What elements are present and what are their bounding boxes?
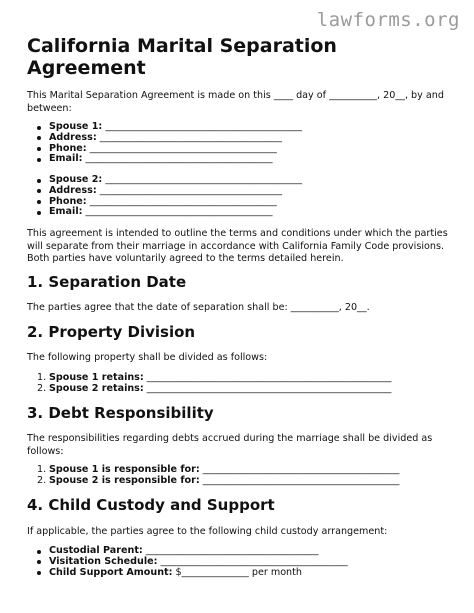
child-custody-list (27, 546, 348, 578)
property-division-heading: 2. Property Division (27, 323, 196, 341)
spouse2-name-field[interactable]: Spouse 2: _________________________________________ (49, 174, 303, 185)
property-division-list (27, 372, 391, 394)
spouse2-debt-field[interactable]: 2. Spouse 2 is responsible for: _________________________________________ (37, 475, 400, 487)
intro-paragraph: This Marital Separation Agreement is made on this ____ day of __________, 20__, by and between: (27, 90, 444, 114)
purpose-paragraph: This agreement is intended to outline the terms and conditions under which the parties will separate from their marriage in accordance with California Family Code provisions. Both parties have voluntarily agreed to the terms detailed herein. (27, 228, 448, 264)
visitation-schedule-field[interactable]: Visitation Schedule: _______________________________________ (49, 555, 348, 567)
spouse1-address-field[interactable]: Address: ______________________________________ (49, 133, 302, 144)
separation-date-heading: 1. Separation Date (27, 273, 187, 291)
child-custody-text: If applicable, the parties agree to the following child custody arrangement: (27, 526, 388, 537)
property-division-text: The following property shall be divided as follows: (27, 352, 268, 363)
spouse2-phone-field[interactable]: Phone: _______________________________________ (49, 197, 302, 208)
child-support-amount-field[interactable]: Child Support Amount: $______________ per month (49, 568, 348, 579)
spouse1-details-list (27, 122, 302, 165)
spouse1-retains-field[interactable]: 1. Spouse 1 retains: ___________________________________________________ (37, 372, 392, 383)
spouse1-email-field[interactable]: Email: _______________________________________ (49, 154, 302, 165)
spouse2-retains-field[interactable]: 2. Spouse 2 retains: ___________________________________________________ (37, 383, 392, 395)
separation-date-text: The parties agree that the date of separation shall be: __________, 20__. (27, 302, 370, 313)
spouse1-debt-field[interactable]: 1. Spouse 1 is responsible for: _________________________________________ (37, 464, 400, 475)
child-custody-heading: 4. Child Custody and Support (27, 496, 275, 514)
custodial-parent-field[interactable]: Custodial Parent: ____________________________________ (49, 546, 348, 557)
watermark: lawforms.org (316, 9, 460, 31)
debt-responsibility-heading: 3. Debt Responsibility (27, 404, 214, 422)
debt-responsibility-list (27, 464, 399, 486)
document-title: California Marital Separation Agreement (27, 35, 337, 79)
debt-responsibility-text: The responsibilities regarding debts accrued during the marriage shall be divided as follows: (27, 433, 433, 457)
spouse2-details-list (27, 175, 302, 218)
spouse1-name-field[interactable]: Spouse 1: _________________________________________ (49, 121, 303, 132)
spouse2-address-field[interactable]: Address: ______________________________________ (49, 186, 302, 197)
spouse1-phone-field[interactable]: Phone: _______________________________________ (49, 144, 302, 155)
spouse2-email-field[interactable]: Email: _______________________________________ (49, 207, 302, 218)
